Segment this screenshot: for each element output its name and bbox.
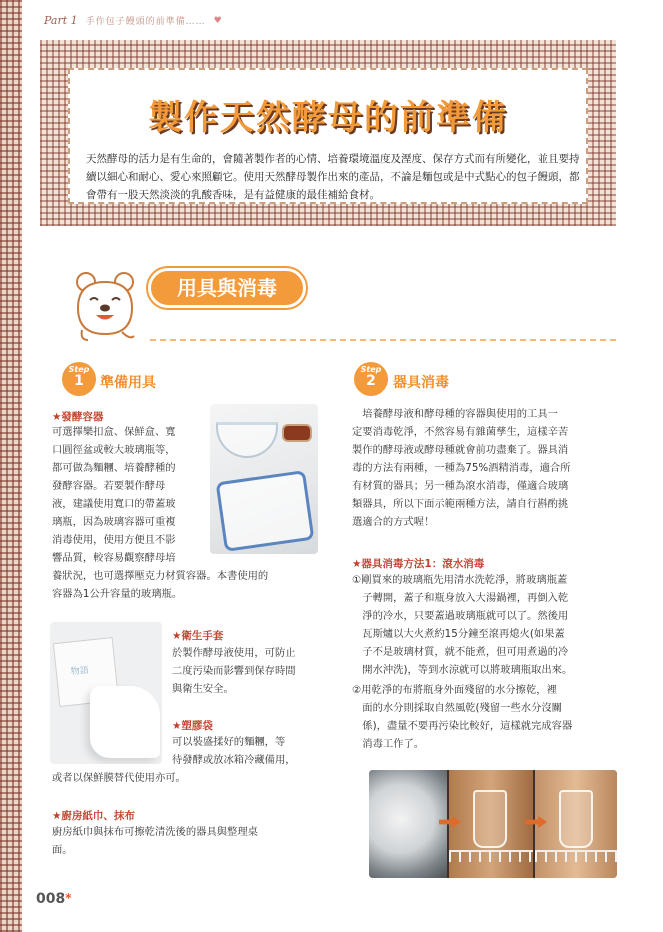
boiling-pot-image — [369, 770, 447, 878]
text-line: 面的水分則採取自然風乾(殘留一些水分沒關 — [352, 702, 562, 714]
plastic-bag-text — [172, 733, 322, 769]
boiling-process-photo — [369, 770, 617, 878]
text-line: 璃瓶，因為玻璃容器可重複 — [52, 516, 176, 528]
text-line: 選適合的方式喔！ — [352, 516, 435, 528]
text-line: 口圓徑盆或較大玻璃瓶等， — [52, 444, 176, 456]
text-line: 可選擇樂扣盒、保鮮盒、寬 — [52, 426, 176, 438]
side-gingham-strip — [0, 0, 22, 932]
text-line: 於製作酵母液使用，可防止 — [172, 647, 296, 659]
glass-jar-image — [473, 790, 507, 848]
containers-photo — [210, 404, 318, 554]
text-line: 毒的方法有兩種，一種為75%酒精消毒，適合所 — [352, 462, 571, 474]
plastic-bag-heading: ★塑膠袋 — [172, 720, 213, 732]
part-header — [44, 14, 222, 27]
intro-paragraph: 天然酵母的活力是有生命的，會隨著製作者的心情、培養環境溫度及溼度、保存方式而有所變化，並且要持續以細心和耐心、愛心來照顧它。使用天然酵母製作出來的產品，不論是麵包或是中式點心的包子饅頭，都會帶有一股天然淡淡的乳酸香味，是有益健康的最佳補給食材。 — [86, 153, 580, 201]
step-1-number: 1 — [74, 373, 84, 389]
glass-jar-image — [559, 790, 593, 848]
bear-mascot-icon — [72, 270, 142, 342]
text-line: 都可做為麵糰、培養酵種的 — [52, 462, 176, 474]
boiling-step-2-text — [352, 681, 620, 753]
text-line: ②用乾淨的布將瓶身外面殘留的水分擦乾，裡 — [352, 684, 557, 696]
heart-icon: ♥ — [213, 15, 222, 26]
glass-bowl-image — [216, 422, 278, 458]
page-title: 製作天然酵母的前準備 — [148, 98, 508, 138]
text-line: 面。 — [52, 844, 73, 856]
text-line: 容器為1公升容量的玻璃瓶。 — [52, 588, 183, 600]
text-line: 消毒工作了。 — [352, 738, 425, 750]
text-line: 瓦斯爐以大火煮約15分鐘至滾再熄火(如果蓋 — [352, 628, 565, 640]
text-line: 定要消毒乾淨，不然容易有雜菌孳生，這樣辛苦 — [352, 426, 569, 438]
page-number — [36, 891, 72, 907]
text-line: 子不是玻璃材質，就不能煮，但可用煮過的冷 — [352, 646, 569, 658]
text-line: 消毒使用，使用方便且不影 — [52, 534, 176, 546]
towels-photo — [50, 622, 162, 764]
step-1-word: Step — [68, 365, 90, 374]
text-line: 液，建議使用寬口的帶蓋玻 — [52, 498, 176, 510]
text-line: 待發酵或放冰箱冷藏備用， — [172, 754, 296, 766]
text-line: 二度污染而影響到保存時間 — [172, 665, 296, 677]
tissue-box-logo: 物語 — [70, 665, 90, 678]
text-line: 淨的冷水，只要蓋過玻璃瓶就可以了。然後用 — [352, 610, 569, 622]
drying-rack-image — [535, 850, 617, 862]
step-1-badge — [62, 362, 96, 396]
step-2-badge — [354, 362, 388, 396]
boiling-method-heading: ★器具消毒方法1：滾水消毒 — [352, 558, 485, 570]
fermentation-container-text — [52, 423, 269, 603]
drying-rack-image — [449, 850, 533, 862]
part-subtitle: 手作包子饅頭的前準備…… — [85, 17, 206, 27]
text-line: ①剛買來的玻璃瓶先用清水洗乾淨，將玻璃瓶蓋 — [352, 574, 568, 586]
step-2-word: Step — [360, 365, 382, 374]
step-2-title: 器具消毒 — [393, 375, 449, 391]
text-line: 廚房紙巾與抹布可擦乾清洗後的器具與整理桌 — [52, 826, 258, 838]
gloves-heading: ★衛生手套 — [172, 630, 224, 642]
towels-heading: ★廚房紙巾、抹布 — [52, 810, 135, 822]
text-line: 開水沖洗)，等到水涼就可以將玻璃瓶取出來。 — [352, 664, 573, 676]
storage-box-image — [216, 470, 315, 552]
text-line: 有材質的器具；另一種為滾水消毒，僅適合玻璃 — [352, 480, 569, 492]
glass-drying-image — [449, 770, 533, 878]
towels-text — [52, 823, 322, 859]
text-line: 類器具，所以下面示範兩種方法，請自行斟酌挑 — [352, 498, 569, 510]
text-line: 係)，盡量不要再污染比較好，這樣就完成容器 — [352, 720, 573, 732]
star-icon: * — [65, 891, 72, 905]
part-label: Part 1 — [44, 14, 78, 27]
gloves-text — [172, 644, 322, 698]
text-line: 培養酵母液和酵母種的容器與使用的工具一 — [352, 408, 558, 420]
cloth-image — [90, 686, 160, 758]
text-line: 與衛生安全。 — [172, 683, 234, 695]
text-line: 可以裝盛揉好的麵糰，等 — [172, 736, 286, 748]
text-line: 子轉開，蓋子和瓶身放入大湯鍋裡，再倒入乾 — [352, 592, 569, 604]
plastic-bag-text-full: 或者以保鮮膜替代使用亦可。 — [52, 772, 186, 784]
page-number-value: 008 — [36, 891, 66, 907]
text-line: 製作的酵母液或酵母種就會前功盡棄了。器具消 — [352, 444, 569, 456]
text-line: 發酵容器。若要製作酵母 — [52, 480, 166, 492]
glass-dried-image — [535, 770, 617, 878]
text-line: 養狀況，也可選擇壓克力材質容器。本書使用的 — [52, 570, 269, 582]
boiling-step-1-text — [352, 571, 620, 679]
fermentation-container-heading: ★發酵容器 — [52, 411, 104, 423]
step-2-number: 2 — [366, 373, 376, 389]
section-divider — [150, 339, 616, 341]
section-title-pill: 用具與消毒 — [148, 268, 306, 308]
sterilize-intro-text — [352, 405, 620, 531]
step-1-title: 準備用具 — [100, 375, 156, 391]
jar-lid-image — [282, 424, 312, 442]
text-line: 響品質，較容易觀察酵母培 — [52, 552, 176, 564]
title-banner — [40, 40, 616, 226]
